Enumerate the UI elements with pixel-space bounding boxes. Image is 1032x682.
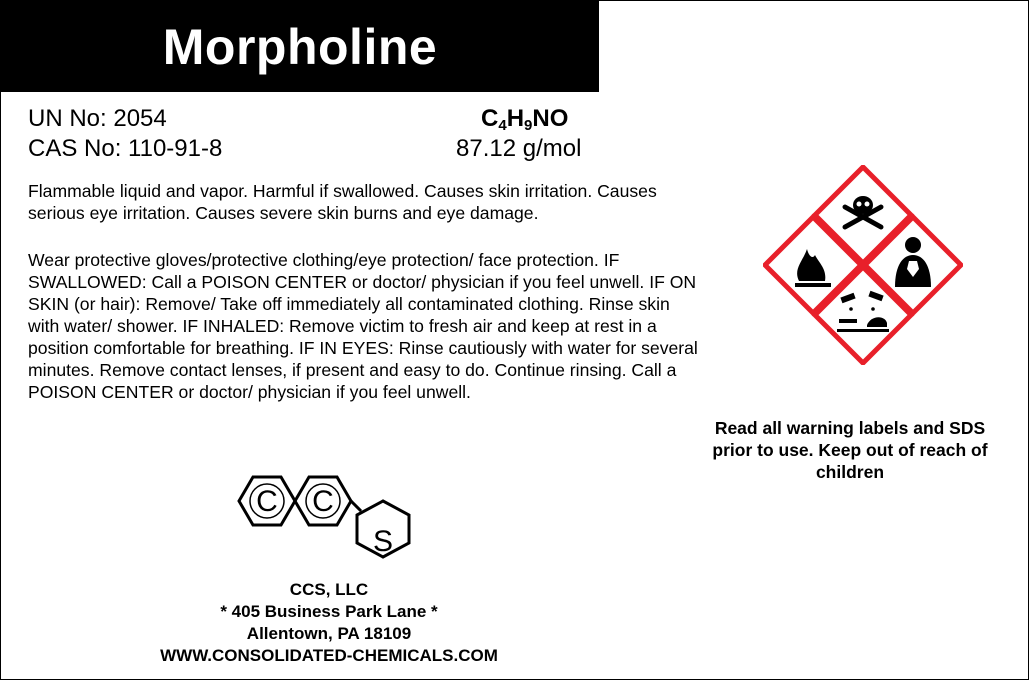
company-website[interactable]: WWW.CONSOLIDATED-CHEMICALS.COM	[160, 646, 498, 665]
hazard-statements: Flammable liquid and vapor. Harmful if swallowed. Causes skin irritation. Causes serious eye irritation. Causes severe skin burns and eye damage.	[28, 181, 657, 223]
product-name: Morpholine	[162, 18, 438, 75]
cas-number: CAS No: 110-91-8	[28, 135, 223, 162]
precautionary-statements: Wear protective gloves/protective clothing/eye protection/ face protection. IF SWALLOWED: Call a POISON CENTER or doctor/ physician if you feel unwell. IF ON SKIN (or hair): Remove/ Take off immediately all contaminated clothing. Rinse skin with water/ shower. IF INHALED: Remove victim to fresh air and keep at rest in a position comfortable for breathing. IF IN EYES: Rinse cautiously with water for several minutes. Remove contact lenses, if present and easy to do. Continue rinsing. Call a POISON CENTER or doctor/ physician if you feel unwell.	[28, 250, 698, 402]
ghs-pictograms	[763, 165, 963, 365]
chemical-formula: $C_4H_9NO$	[481, 105, 569, 134]
logo-letter-s: S	[372, 525, 394, 558]
warning-note: Read all warning labels and SDS prior to use. Keep out of reach of children	[712, 418, 988, 482]
title-bar	[1, 1, 599, 92]
company-info	[101, 579, 557, 667]
logo-letter-c1: C	[256, 485, 278, 518]
company-city: Allentown, PA 18109	[246, 624, 412, 643]
molar-mass: 87.12 g/mol	[456, 135, 582, 162]
logo-letter-c2: C	[312, 485, 334, 518]
un-number: UN No: 2054	[28, 105, 167, 132]
company-name: CCS, LLC	[289, 580, 369, 599]
company-address: * 405 Business Park Lane *	[220, 602, 438, 621]
company-logo	[233, 463, 423, 563]
